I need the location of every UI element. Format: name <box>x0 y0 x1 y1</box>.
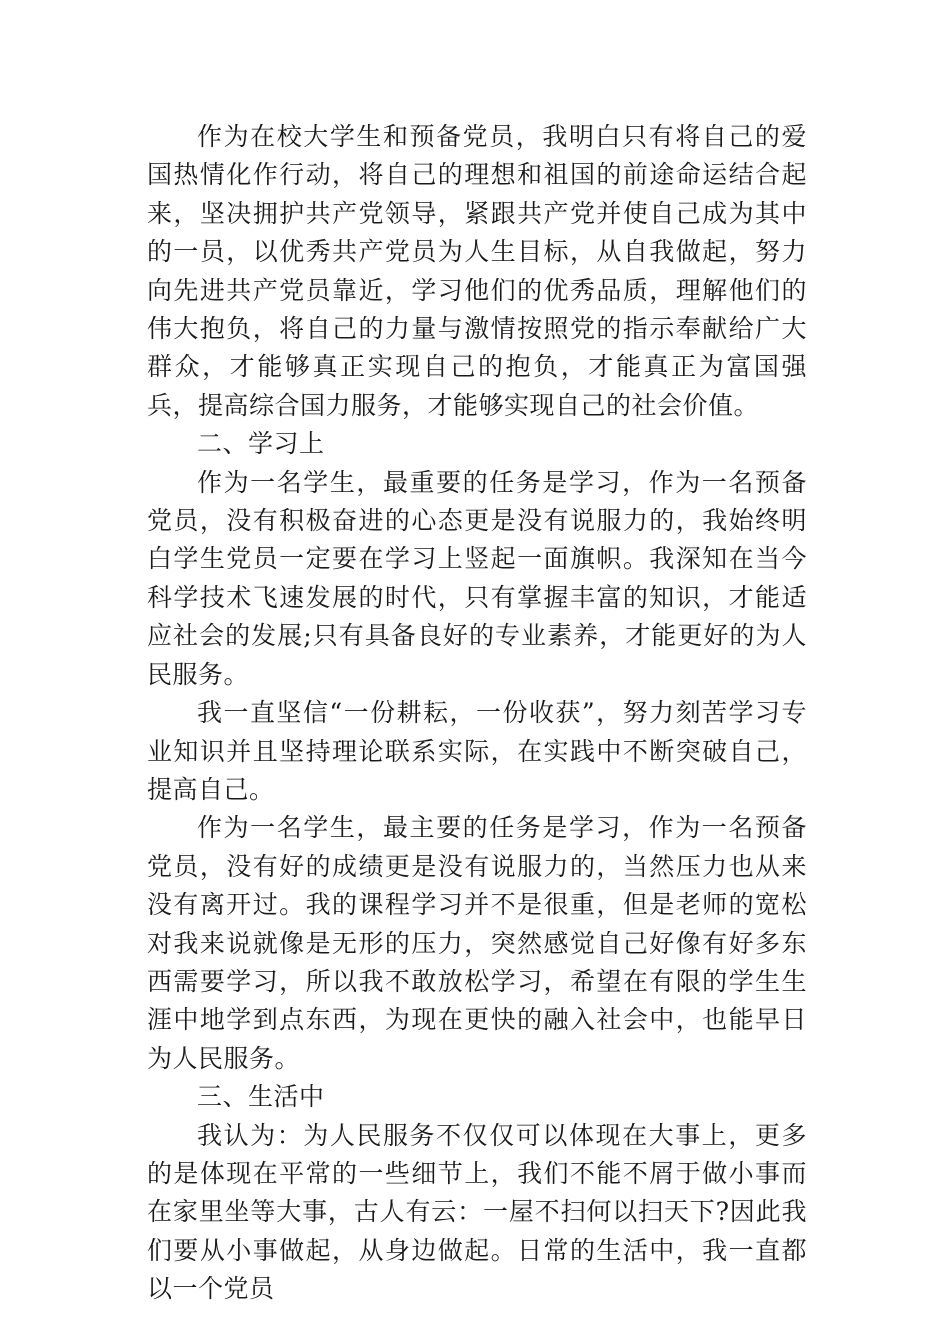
paragraph-study-pressure: 作为一名学生，最主要的任务是学习，作为一名预备党员，没有好的成绩更是没有说服力的，当然压力也从来没有离开过。我的课程学习并不是很重，但是老师的宽松对我来说就像是无形的压力，突然感觉自己好像有好多东西需要学习，所以我不敢放松学习，希望在有限的学生生涯中地学到点东西，为现在更快的融入社会中，也能早日为人民服务。 <box>147 813 807 1073</box>
section-heading-study: 二、学习上 <box>197 429 325 459</box>
paragraph-life-details: 我认为：为人民服务不仅仅可以体现在大事上，更多的是体现在平常的一些细节上，我们不能不屑于做小事而在家里坐等大事，古人有云：一屋不扫何以扫天下?因此我们要从小事做起，从身边做起。日常的生活中，我一直都以一个党员 <box>147 1120 807 1304</box>
paragraph-study-task: 作为一名学生，最重要的任务是学习，作为一名预备党员，没有积极奋进的心态更是没有说服力的，我始终明白学生党员一定要在学习上竖起一面旗帜。我深知在当今科学技术飞速发展的时代，只有掌握丰富的知识，才能适应社会的发展;只有具备良好的专业素养，才能更好的为人民服务。 <box>147 467 807 689</box>
section-heading-life: 三、生活中 <box>197 1082 325 1112</box>
document-body <box>147 118 807 1309</box>
paragraph-patriotism: 作为在校大学生和预备党员，我明白只有将自己的爱国热情化作行动，将自己的理想和祖国的前途命运结合起来，坚决拥护共产党领导，紧跟共产党并使自己成为其中的一员，以优秀共产党员为人生目标，从自我做起，努力向先进共产党员靠近，学习他们的优秀品质，理解他们的伟大抱负，将自己的力量与激情按照党的指示奉献给广大群众，才能够真正实现自己的抱负，才能真正为富国强兵，提高综合国力服务，才能够实现自己的社会价值。 <box>147 122 807 420</box>
paragraph-study-belief: 我一直坚信“一份耕耘，一份收获”，努力刻苦学习专业知识并且坚持理论联系实际，在实践中不断突破自己，提高自己。 <box>147 698 807 804</box>
